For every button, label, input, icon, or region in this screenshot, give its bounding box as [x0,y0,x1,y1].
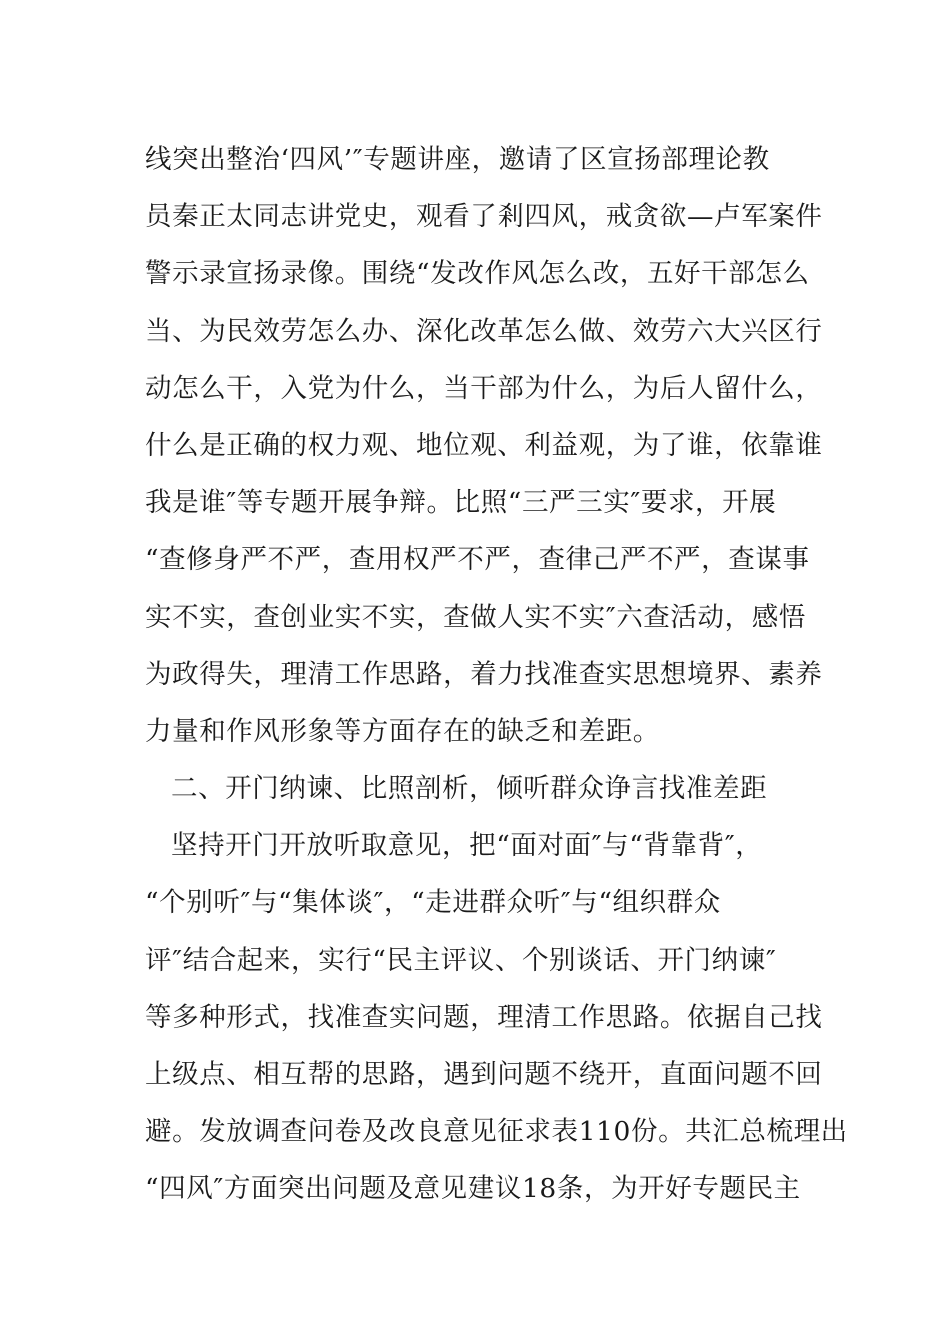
text-line: 评″结合起来，实行“民主评议、个别谈话、开门纳谏″ [145,944,777,976]
text-line: 警示录宣扬录像。围绕“发改作风怎么改，五好干部怎么 [145,258,810,290]
body-text [145,131,848,1218]
text-line: 动怎么干，入党为什么，当干部为什么，为后人留什么， [145,372,823,404]
text-line: 上级点、相互帮的思路，遇到问题不绕开，直面问题不回 [145,1059,823,1090]
text-line: 线突出整治‘四风’″专题讲座，邀请了区宣扬部理论教 [145,144,770,175]
text-line: 实不实，查创业实不实，查做人实不实″六查活动，感悟 [145,601,806,633]
text-line: 力量和作风形象等方面存在的缺乏和差距。 [145,715,660,747]
text-line: “查修身严不严，查用权严不严，查律己严不严，查谋事 [145,544,810,576]
text-line: 避。发放调查问卷及改良意见征求表110份。共汇总梳理出 [145,1116,848,1148]
paragraph-first-line: 坚持开门开放听取意见，把“面对面″与“背靠背″， [171,830,763,862]
text-line: 员秦正太同志讲党史，观看了剎四风，戒贪欲—卢军案件 [145,201,823,233]
text-line: 等多种形式，找准查实问题，理清工作思路。依据自己找 [145,1001,823,1033]
text-line: 当、为民效劳怎么办、深化改革怎么做、效劳六大兴区行 [145,315,823,347]
text-line: 什么是正确的权力观、地位观、利益观，为了谁，依靠谁 [145,429,823,461]
text-line: 我是谁″等专题开展争辩。比照“三严三实″要求，开展 [145,487,777,519]
text-line: “四风″方面突出问题及意见建议18条，为开好专题民主 [145,1173,801,1205]
text-line: 为政得失，理清工作思路，着力找准查实思想境界、素养 [145,658,823,690]
text-line: “个别听″与“集体谈″，“走进群众听″与“组织群众 [145,887,721,919]
section-heading: 二、开门纳谏、比照剖析，倾听群众诤言找准差距 [171,773,768,805]
